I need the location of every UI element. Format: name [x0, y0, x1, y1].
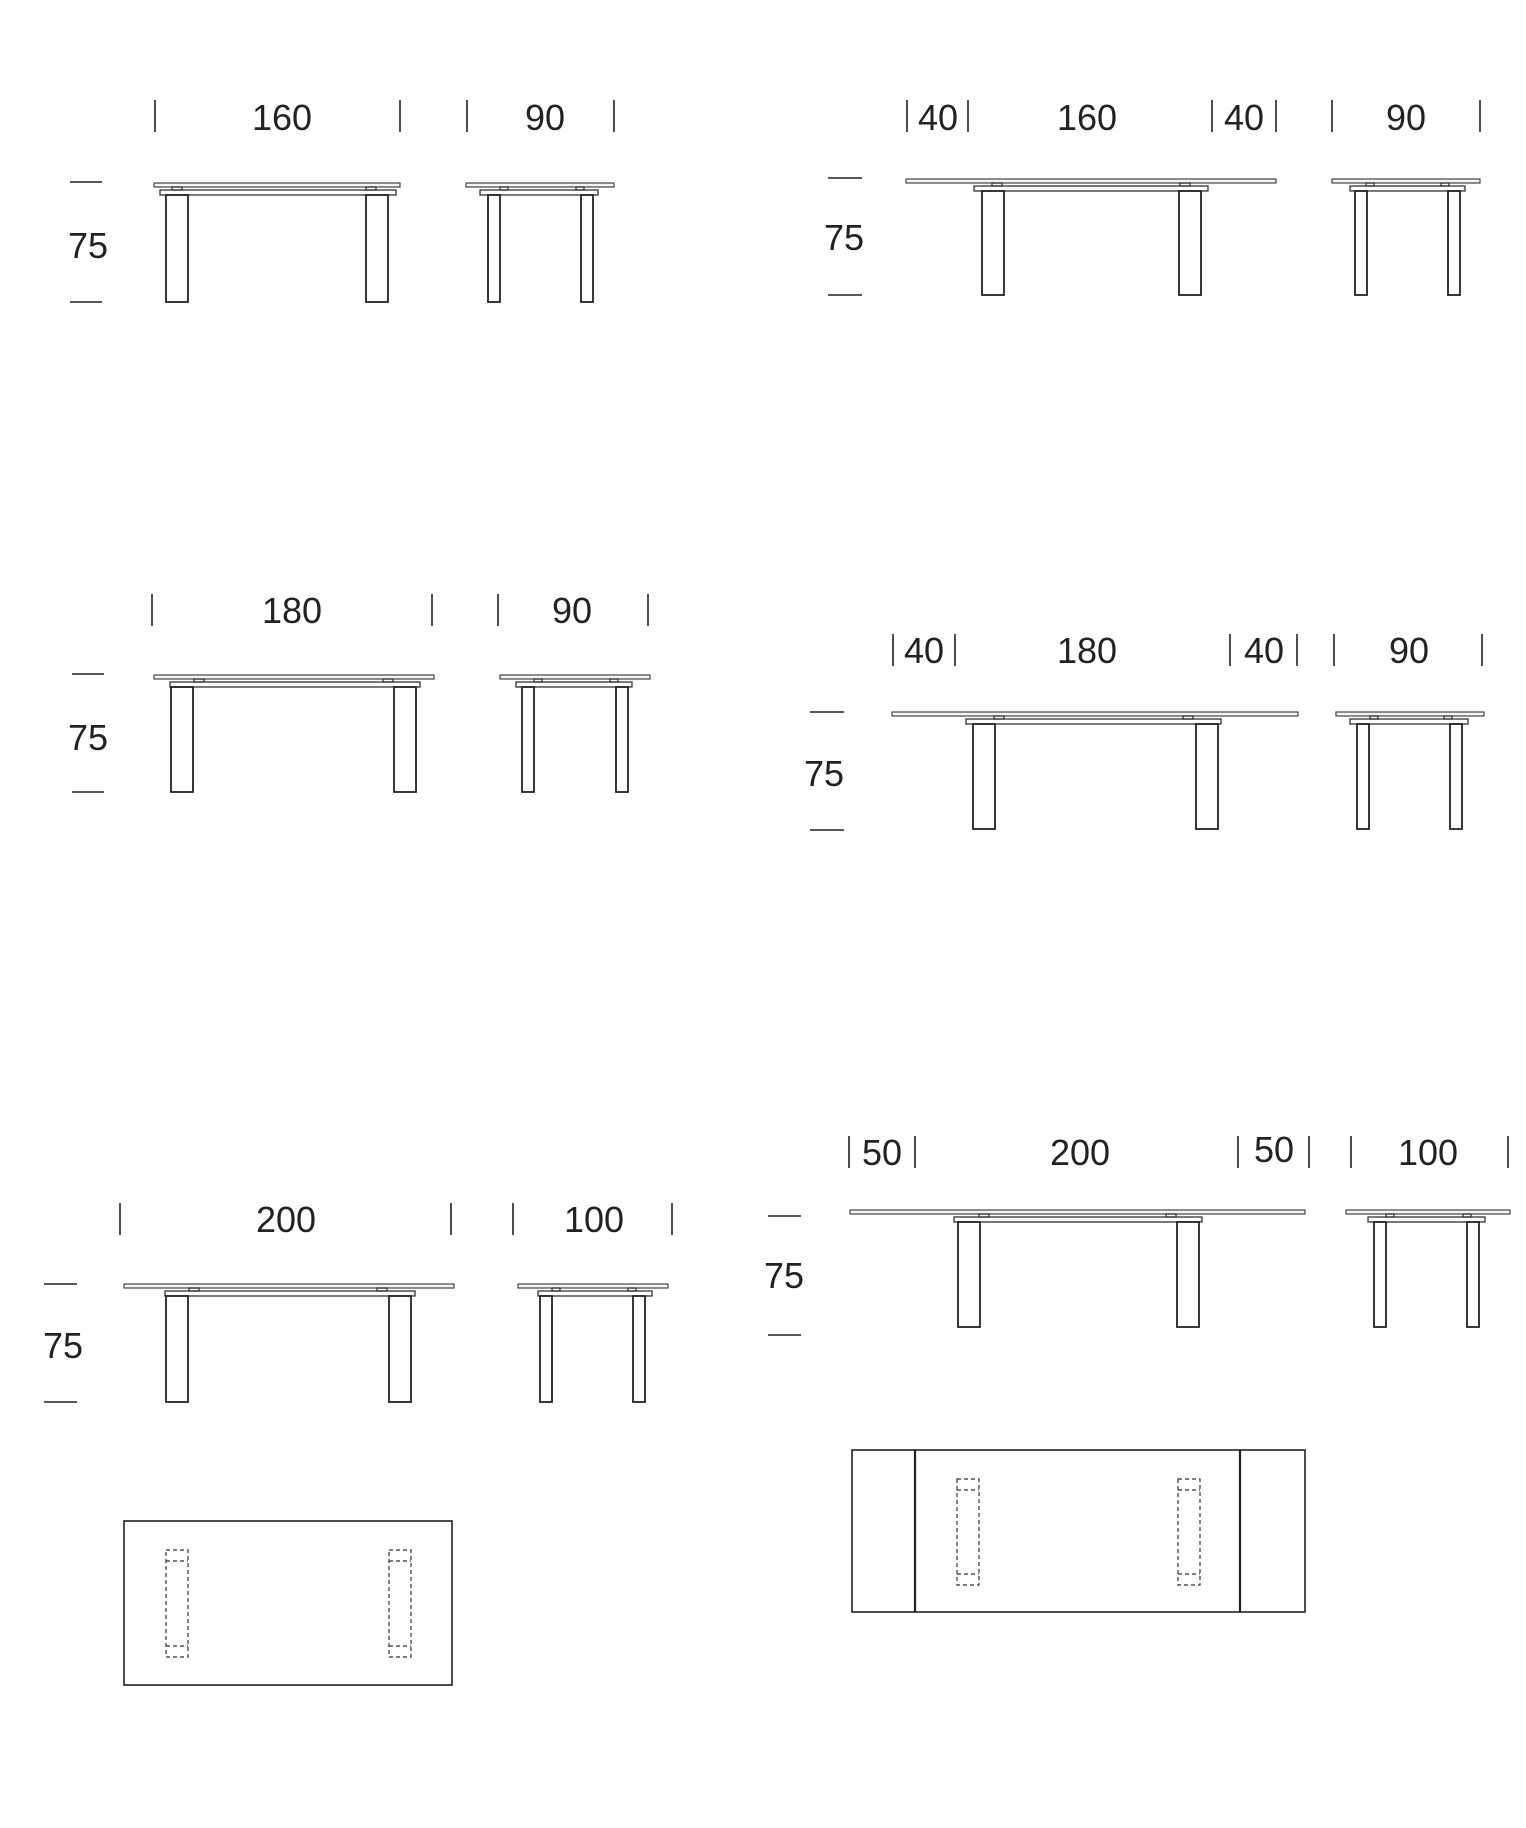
row3-ext-left-label: 50 — [861, 1132, 903, 1173]
row1-ext-left-label: 40 — [917, 97, 959, 138]
row2-ext-length-label: 180 — [1056, 630, 1118, 671]
row2-ext-right-label: 40 — [1243, 630, 1285, 671]
row3-ext-height-label: 75 — [763, 1255, 805, 1296]
row2-fixed-height-label: 75 — [67, 717, 109, 758]
row3-ext-depth-label: 100 — [1397, 1132, 1459, 1173]
row3-fixed-table — [43, 1199, 672, 1685]
row2-extended-table — [804, 630, 1484, 830]
row1-ext-depth-label: 90 — [1385, 97, 1427, 138]
row2-fixed-depth-label: 90 — [551, 590, 593, 631]
row2-fixed-length-label: 180 — [261, 590, 323, 631]
row1-ext-height-label: 75 — [823, 217, 865, 258]
row1-ext-right-label: 40 — [1223, 97, 1265, 138]
row3-fixed-plan-view — [124, 1521, 452, 1685]
row3-ext-length-label: 200 — [1049, 1132, 1111, 1173]
row3-ext-right-label: 50 — [1253, 1129, 1295, 1170]
row3-fixed-depth-label: 100 — [563, 1199, 625, 1240]
row3-fixed-length-label: 200 — [255, 1199, 317, 1240]
row3-extended-table — [764, 1129, 1510, 1612]
row1-fixed-table — [68, 97, 614, 302]
row1-fixed-height-label: 75 — [67, 225, 109, 266]
row3-fixed-height-label: 75 — [42, 1325, 84, 1366]
row1-ext-length-label: 160 — [1056, 97, 1118, 138]
row1-fixed-depth-label: 90 — [524, 97, 566, 138]
row1-fixed-length-label: 160 — [251, 97, 313, 138]
row1-extended-table — [824, 97, 1480, 295]
row3-extended-plan-view — [852, 1450, 1305, 1612]
row2-ext-height-label: 75 — [803, 753, 845, 794]
row2-ext-left-label: 40 — [903, 630, 945, 671]
row2-fixed-table — [68, 590, 650, 792]
row2-ext-depth-label: 90 — [1388, 630, 1430, 671]
